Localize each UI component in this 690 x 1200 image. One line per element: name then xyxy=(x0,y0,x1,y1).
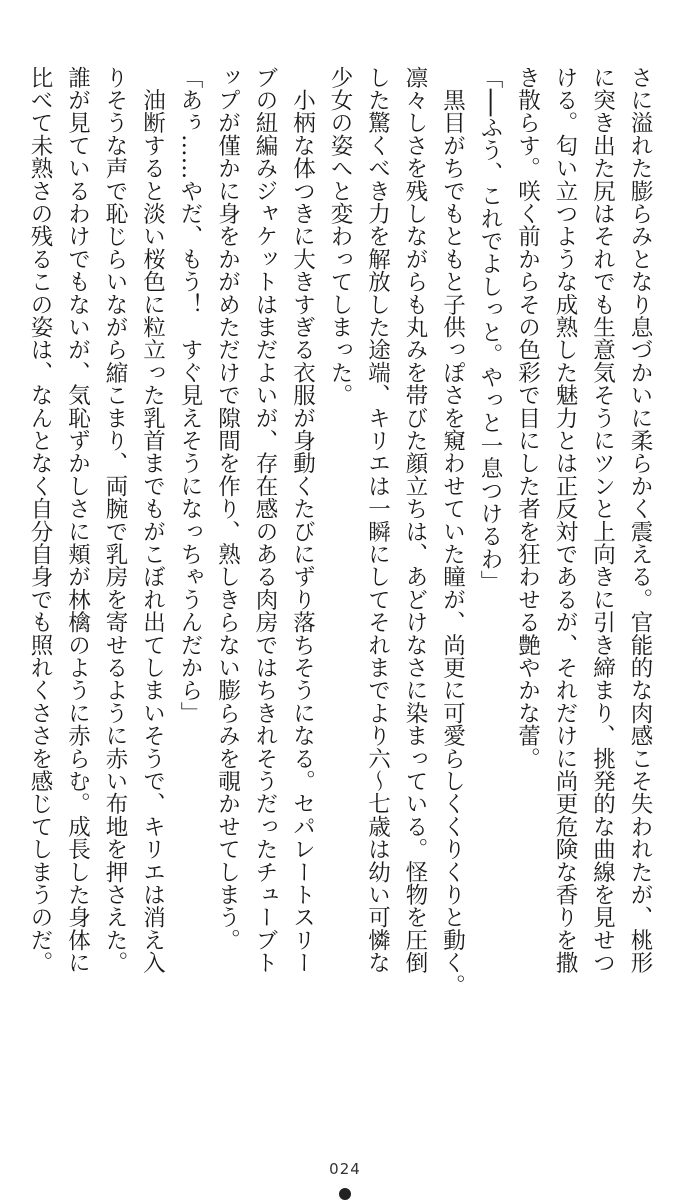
text-column: に突き出た尻はそれでも生意気そうにツンと上向きに引き締まり、挑発的な曲線を見せつ xyxy=(589,66,616,974)
page-marker-dot xyxy=(339,1188,351,1200)
text-column: ける。匂い立つような成熟した魅力とは正反対であるが、それだけに尚更危険な香りを撒 xyxy=(552,66,578,974)
text-column: 「──ふう、これでよしっと。やっと一息つけるわ」 xyxy=(477,66,503,593)
text-column: ップが僅かに身をかがめただけで隙間を作り、熟しきらない膨らみを覗かせてしまう。 xyxy=(214,66,241,952)
page-number: 024 xyxy=(329,1160,361,1178)
text-column: さに溢れた膨らみとなり息づかいに柔らかく震える。官能的な肉感こそ失われたが、桃形 xyxy=(627,66,653,974)
text-column: 少女の姿へと変わってしまった。 xyxy=(327,66,353,407)
text-column: 「あぅ……やだ、もう！ すぐ見えそうになっちゃうんだから」 xyxy=(177,66,203,725)
text-column: 凛々しさを残しながらも丸みを帯びた顔立ちは、あどけなさに染まっている。怪物を圧倒 xyxy=(402,66,428,974)
vertical-text-body xyxy=(21,66,659,1006)
text-column: した驚くべき力を解放した途端、キリエは一瞬にしてそれまでより六～七歳は幼い可憐な xyxy=(364,66,391,974)
text-column: りそうな声で恥じらいながら縮こまり、両腕で乳房を寄せるように赤い布地を押さえた。 xyxy=(102,66,128,975)
text-column: 誰が見ているわけでもないが、気恥ずかしさに頬が林檎のように赤らむ。成長した身体に xyxy=(64,66,91,975)
text-column: ブの紐編みジャケットはまだよいが、存在感のある肉房ではちきれそうだったチューブト xyxy=(252,66,278,974)
text-column: 小柄な体つきに大きすぎる衣服が身動くたびにずり落ちそうになる。セパレートスリー xyxy=(289,66,316,974)
text-column: 黒目がちでもともと子供っぽさを窺わせていた瞳が、尚更に可愛らしくくりくりと動く。 xyxy=(439,66,466,997)
text-column: 比べて未熟さの残るこの姿は、なんとなく自分自身でも照れくささを感じてしまうのだ。 xyxy=(27,66,53,974)
text-column: き散らす。咲く前からその色彩で目にした者を狂わせる艶やかな蕾。 xyxy=(514,66,541,770)
text-column: 油断すると淡い桜色に粒立った乳首までもがこぼれ出てしまいそうで、キリエは消え入 xyxy=(139,66,166,974)
